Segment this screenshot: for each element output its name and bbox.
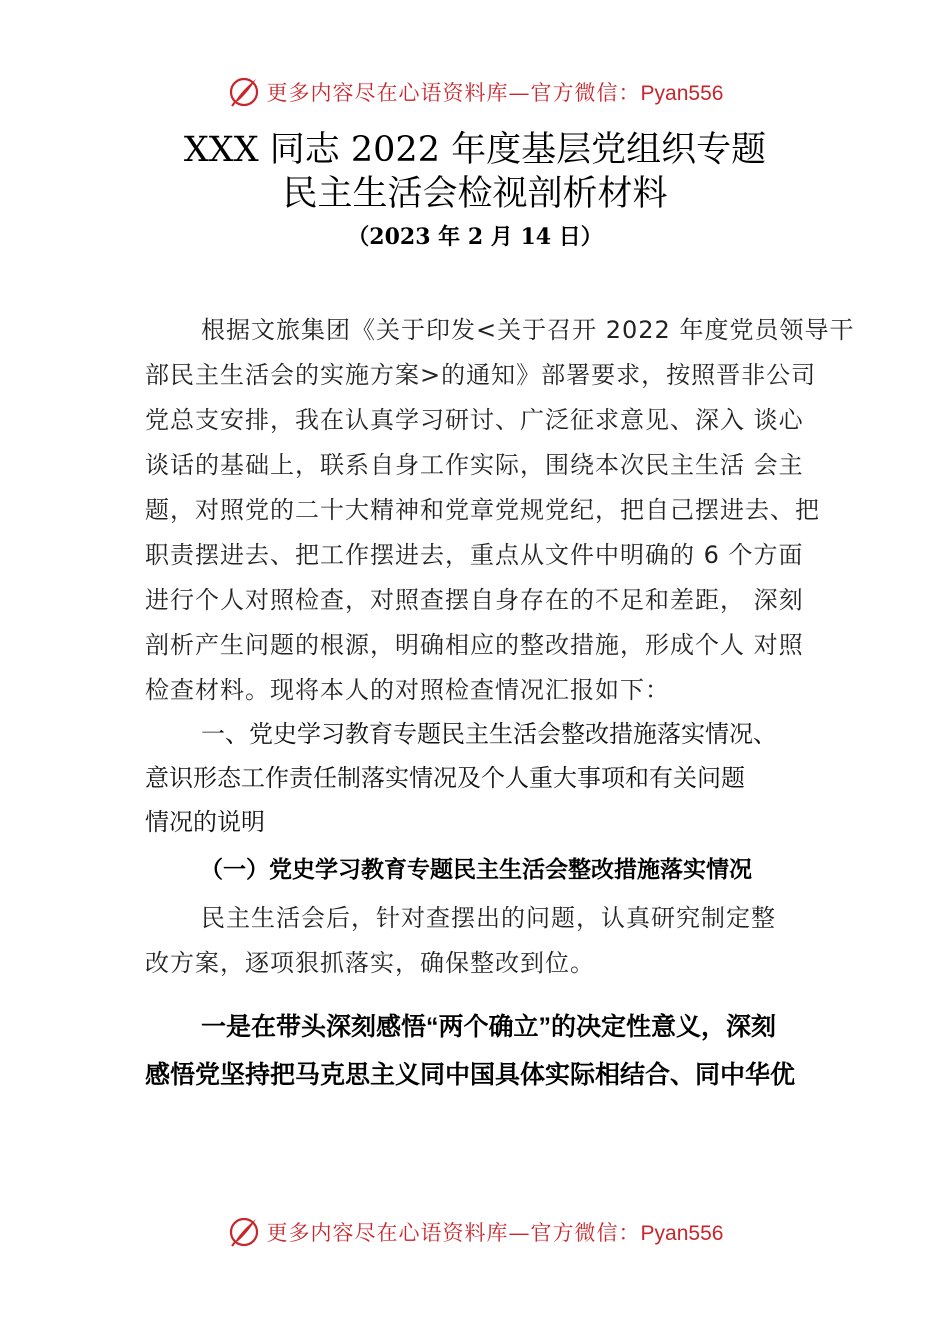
text-line: 进行个人对照检查，对照查摆自身存在的不足和差距， 深刻: [145, 586, 804, 614]
footer-banner-text: 更多内容尽在心语资料库—官方微信：Pyan556: [266, 1221, 724, 1245]
intro-paragraph: [145, 308, 855, 713]
text-line: 党总支安排，我在认真学习研讨、广泛征求意见、深入 谈心: [145, 406, 804, 434]
text-line: 剖析产生问题的根源，明确相应的整改措施，形成个人 对照: [145, 631, 804, 659]
text-line: 题，对照党的二十大精神和党章党规党纪，把自己摆进去、把: [145, 496, 820, 524]
heading-line: 一、党史学习教育专题民主生活会整改措施落实情况、: [201, 720, 777, 748]
wechat-id: Pyan556: [640, 82, 724, 105]
text-line: 改方案，逐项狠抓落实，确保整改到位。: [145, 949, 595, 977]
subsection-1-paragraph: [145, 896, 845, 986]
text-line: 检查材料。现将本人的对照检查情况汇报如下：: [145, 676, 670, 704]
header-banner-text: 更多内容尽在心语资料库—官方微信：Pyan556: [266, 81, 724, 105]
subsection-1-heading: （一）党史学习教育专题民主生活会整改措施落实情况: [200, 856, 752, 883]
text-line: 感悟党坚持把马克思主义同中国具体实际相结合、同中华优: [145, 1061, 796, 1089]
quill-pen-logo-icon: [227, 75, 261, 109]
header-banner: [0, 72, 950, 112]
document-title-line-1: XXX 同志 2022 年度基层党组织专题: [183, 130, 767, 170]
text-line: 根据文旅集团《关于印发<关于召开 2022 年度党员领导干: [201, 316, 855, 344]
text-line: 谈话的基础上，联系自身工作实际，围绕本次民主生活 会主: [145, 451, 804, 479]
heading-line: 意识形态工作责任制落实情况及个人重大事项和有关问题: [145, 764, 745, 792]
section-1-heading: [145, 712, 845, 844]
document-date: （2023 年 2 月 14 日）: [347, 224, 603, 250]
point-1-paragraph: [145, 1003, 845, 1099]
wechat-id: Pyan556: [640, 1222, 724, 1245]
text-line: 职责摆进去、把工作摆进去，重点从文件中明确的 6 个方面: [145, 541, 804, 569]
heading-line: 情况的说明: [145, 808, 265, 836]
quill-pen-logo-icon: [227, 1215, 261, 1249]
text-line: 民主生活会后，针对查摆出的问题，认真研究制定整: [201, 904, 776, 932]
text-line: 一是在带头深刻感悟“两个确立”的决定性意义，深刻: [201, 1013, 777, 1041]
text-line: 部民主生活会的实施方案>的通知》部署要求，按照晋非公司: [145, 361, 817, 389]
document-title-line-2: 民主生活会检视剖析材料: [282, 174, 668, 214]
footer-banner: [0, 1212, 950, 1252]
